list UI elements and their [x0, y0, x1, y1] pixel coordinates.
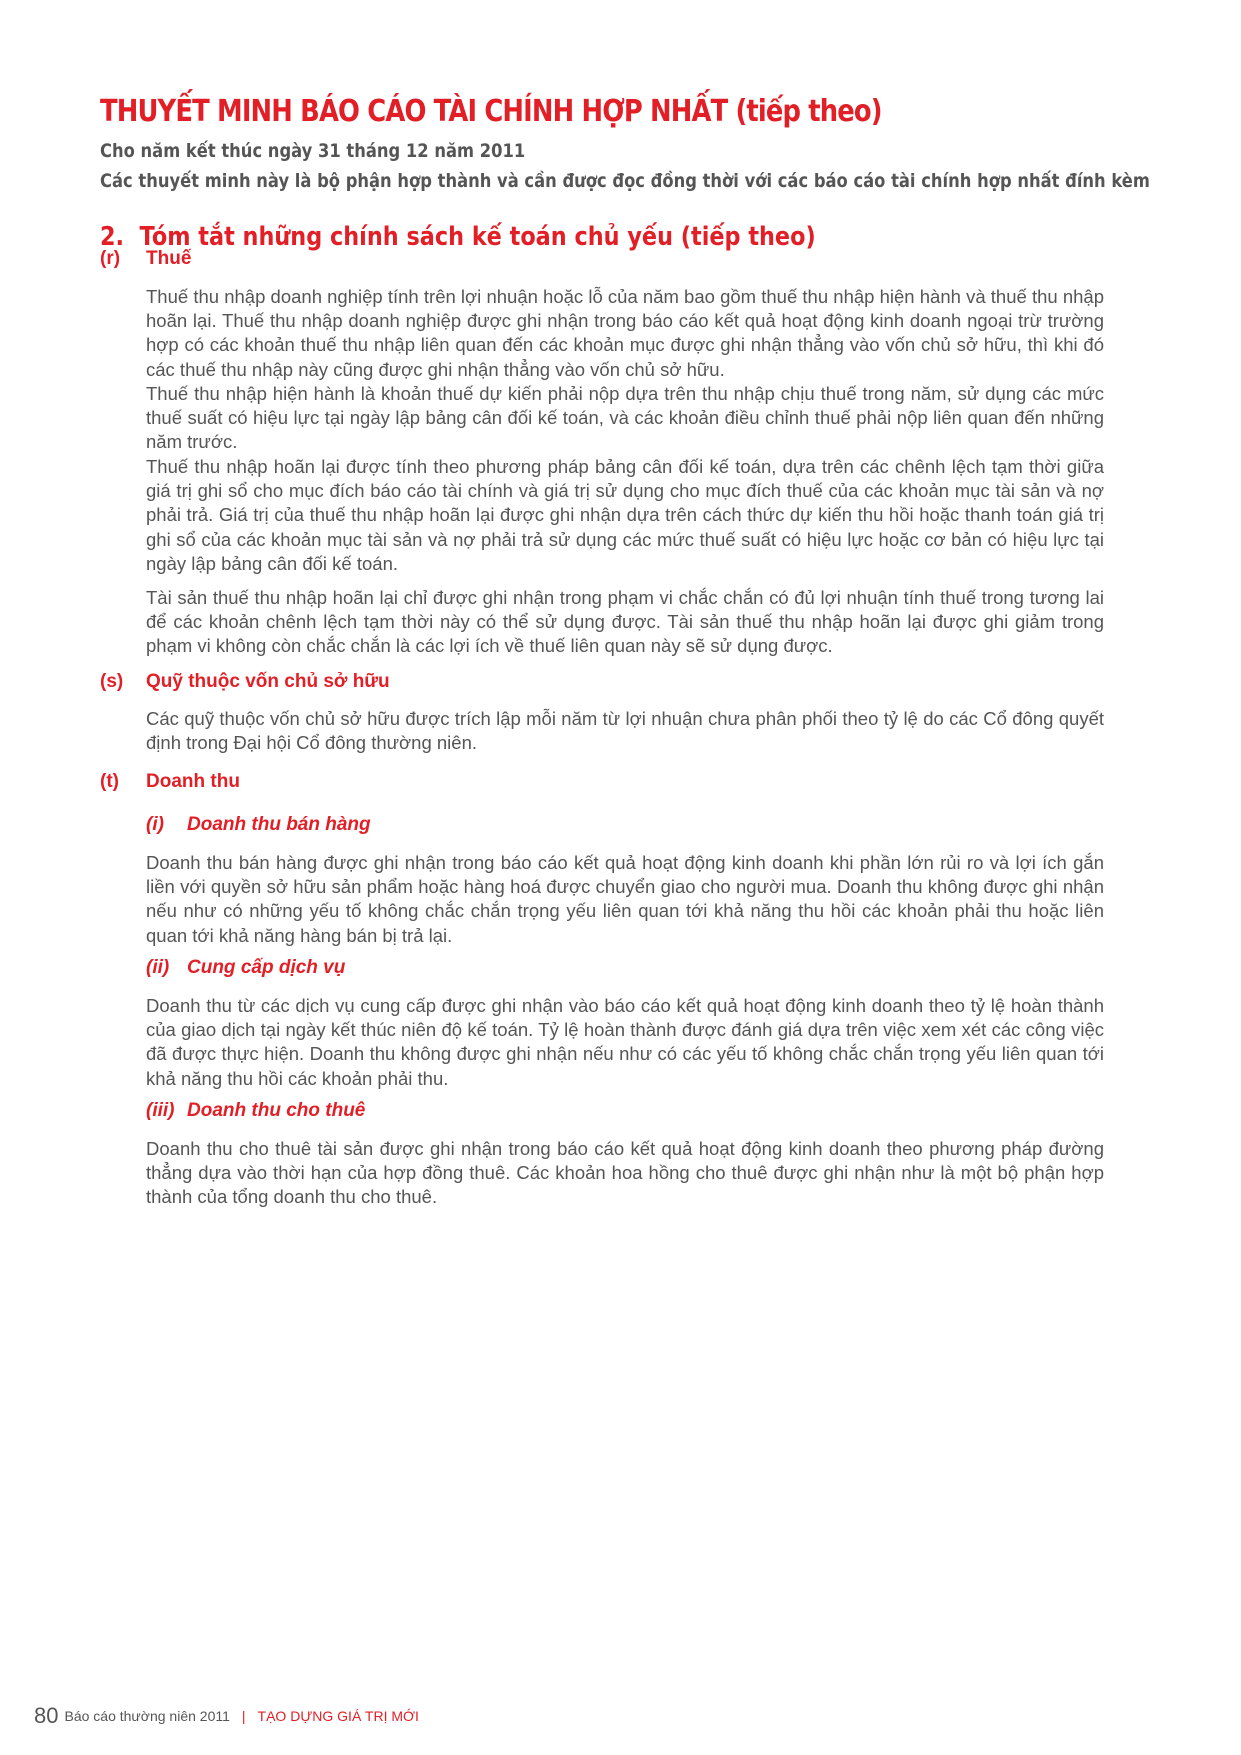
page-title: THUYẾT MINH BÁO CÁO TÀI CHÍNH HỢP NHẤT (tiếp theo) — [100, 94, 882, 129]
paragraph-r-1: Thuế thu nhập doanh nghiệp tính trên lợi nhuận hoặc lỗ của năm bao gồm thuế thu nhập hiện hành và thuế thu nhập hoãn lại. Thuế thu nhập doanh nghiệp được ghi nhận trong báo cáo kết quả hoạt động kinh doanh ngoại trừ trường hợp có các khoản thuế thu nhập liên quan đến các khoản mục được ghi nhận thẳng vào vốn chủ sở hữu, thì khi đó các thuế thu nhập này cũng được ghi nhận thẳng vào vốn chủ sở hữu. — [146, 286, 1104, 380]
notes-subtitle: Các thuyết minh này là bộ phận hợp thành và cần được đọc đồng thời với các báo cáo tài chính hợp nhất đính kèm — [100, 170, 1150, 192]
paragraph-t-i: Doanh thu bán hàng được ghi nhận trong báo cáo kết quả hoạt động kinh doanh khi phần lớn rủi ro và lợi ích gắn liền với quyền sở hữu sản phẩm hoặc hàng hoá được chuyển giao cho người mua. Doanh thu không được ghi nhận nếu như có những yếu tố không chắc chắn trọng yếu liên quan tới khả năng thu hồi các khoản phải thu hoặc liên quan tới khả năng hàng bán bị trả lại. — [146, 852, 1104, 946]
subheading-t-ii-label: (ii) — [146, 957, 170, 978]
heading-t-title: Doanh thu — [146, 771, 240, 792]
page-number: 80 — [34, 1703, 59, 1728]
subheading-t-iii-title: Doanh thu cho thuê — [187, 1100, 366, 1121]
paragraph-s-1: Các quỹ thuộc vốn chủ sở hữu được trích lập mỗi năm từ lợi nhuận chưa phân phối theo tỷ lệ do các Cổ đông quyết định trong Đại hội Cổ đông thường niên. — [146, 708, 1104, 754]
subheading-t-iii — [146, 1100, 365, 1122]
heading-s-title: Quỹ thuộc vốn chủ sở hữu — [146, 671, 390, 692]
subheading-t-ii-title: Cung cấp dịch vụ — [187, 957, 346, 978]
subheading-t-ii — [146, 957, 345, 979]
section-title: Tóm tắt những chính sách kế toán chủ yếu (tiếp theo) — [139, 222, 816, 252]
period-subtitle: Cho năm kết thúc ngày 31 tháng 12 năm 2011 — [100, 140, 526, 162]
paragraph-r-3: Thuế thu nhập hoãn lại được tính theo phương pháp bảng cân đối kế toán, dựa trên các chênh lệch tạm thời giữa giá trị ghi sổ cho mục đích báo cáo tài chính và giá trị sử dụng cho mục đích thuế của các khoản mục tài sản và nợ phải trả. Giá trị của thuế thu nhập hoãn lại được ghi nhận dựa trên cách thức dự kiến thu hồi hoặc thanh toán giá trị ghi sổ của các khoản mục tài sản và nợ phải trả sử dụng các mức thuế suất có hiệu lực hoặc cơ bản có hiệu lực tại ngày lập bảng cân đối kế toán. — [146, 456, 1104, 574]
paragraph-t-ii: Doanh thu từ các dịch vụ cung cấp được ghi nhận vào báo cáo kết quả hoạt động kinh doanh theo tỷ lệ hoàn thành của giao dịch tại ngày kết thúc niên độ kế toán. Tỷ lệ hoàn thành được đánh giá dựa trên việc xem xét các công việc đã được thực hiện. Doanh thu không được ghi nhận nếu như có các yếu tố không chắc chắn trọng yếu liên quan tới khả năng thu hồi các khoản phải thu. — [146, 995, 1104, 1089]
heading-t — [100, 771, 240, 793]
heading-r-label: (r) — [100, 248, 121, 269]
subheading-t-i-title: Doanh thu bán hàng — [187, 814, 371, 835]
section-heading — [100, 222, 816, 252]
footer-separator: | — [241, 1708, 246, 1724]
heading-r — [100, 248, 191, 270]
paragraph-t-iii: Doanh thu cho thuê tài sản được ghi nhận trong báo cáo kết quả hoạt động kinh doanh theo phương pháp đường thẳng dựa vào thời hạn của hợp đồng thuê. Các khoản hoa hồng cho thuê được ghi nhận như là một bộ phận hợp thành của tổng doanh thu cho thuê. — [146, 1138, 1104, 1208]
subheading-t-i-label: (i) — [146, 814, 164, 835]
paragraph-r-2: Thuế thu nhập hiện hành là khoản thuế dự kiến phải nộp dựa trên thu nhập chịu thuế trong năm, sử dụng các mức thuế suất có hiệu lực tại ngày lập bảng cân đối kế toán, và các khoản điều chỉnh thuế phải nộp liên quan đến những năm trước. — [146, 383, 1104, 453]
heading-s-label: (s) — [100, 671, 124, 692]
heading-s — [100, 671, 390, 693]
report-name: Báo cáo thường niên 2011 — [64, 1708, 230, 1724]
heading-r-title: Thuế — [146, 248, 192, 269]
section-number: 2. — [100, 222, 125, 252]
page-footer — [34, 1703, 419, 1729]
footer-tagline: TẠO DỰNG GIÁ TRỊ MỚI — [257, 1708, 419, 1724]
subheading-t-i — [146, 814, 371, 836]
subheading-t-iii-label: (iii) — [146, 1100, 175, 1121]
heading-t-label: (t) — [100, 771, 119, 792]
paragraph-r-4: Tài sản thuế thu nhập hoãn lại chỉ được ghi nhận trong phạm vi chắc chắn có đủ lợi nhuận tính thuế trong tương lai để các khoản chênh lệch tạm thời này có thể sử dụng được. Tài sản thuế thu nhập hoãn lại được ghi giảm trong phạm vi không còn chắc chắn là các lợi ích về thuế liên quan này sẽ sử dụng được. — [146, 587, 1104, 657]
